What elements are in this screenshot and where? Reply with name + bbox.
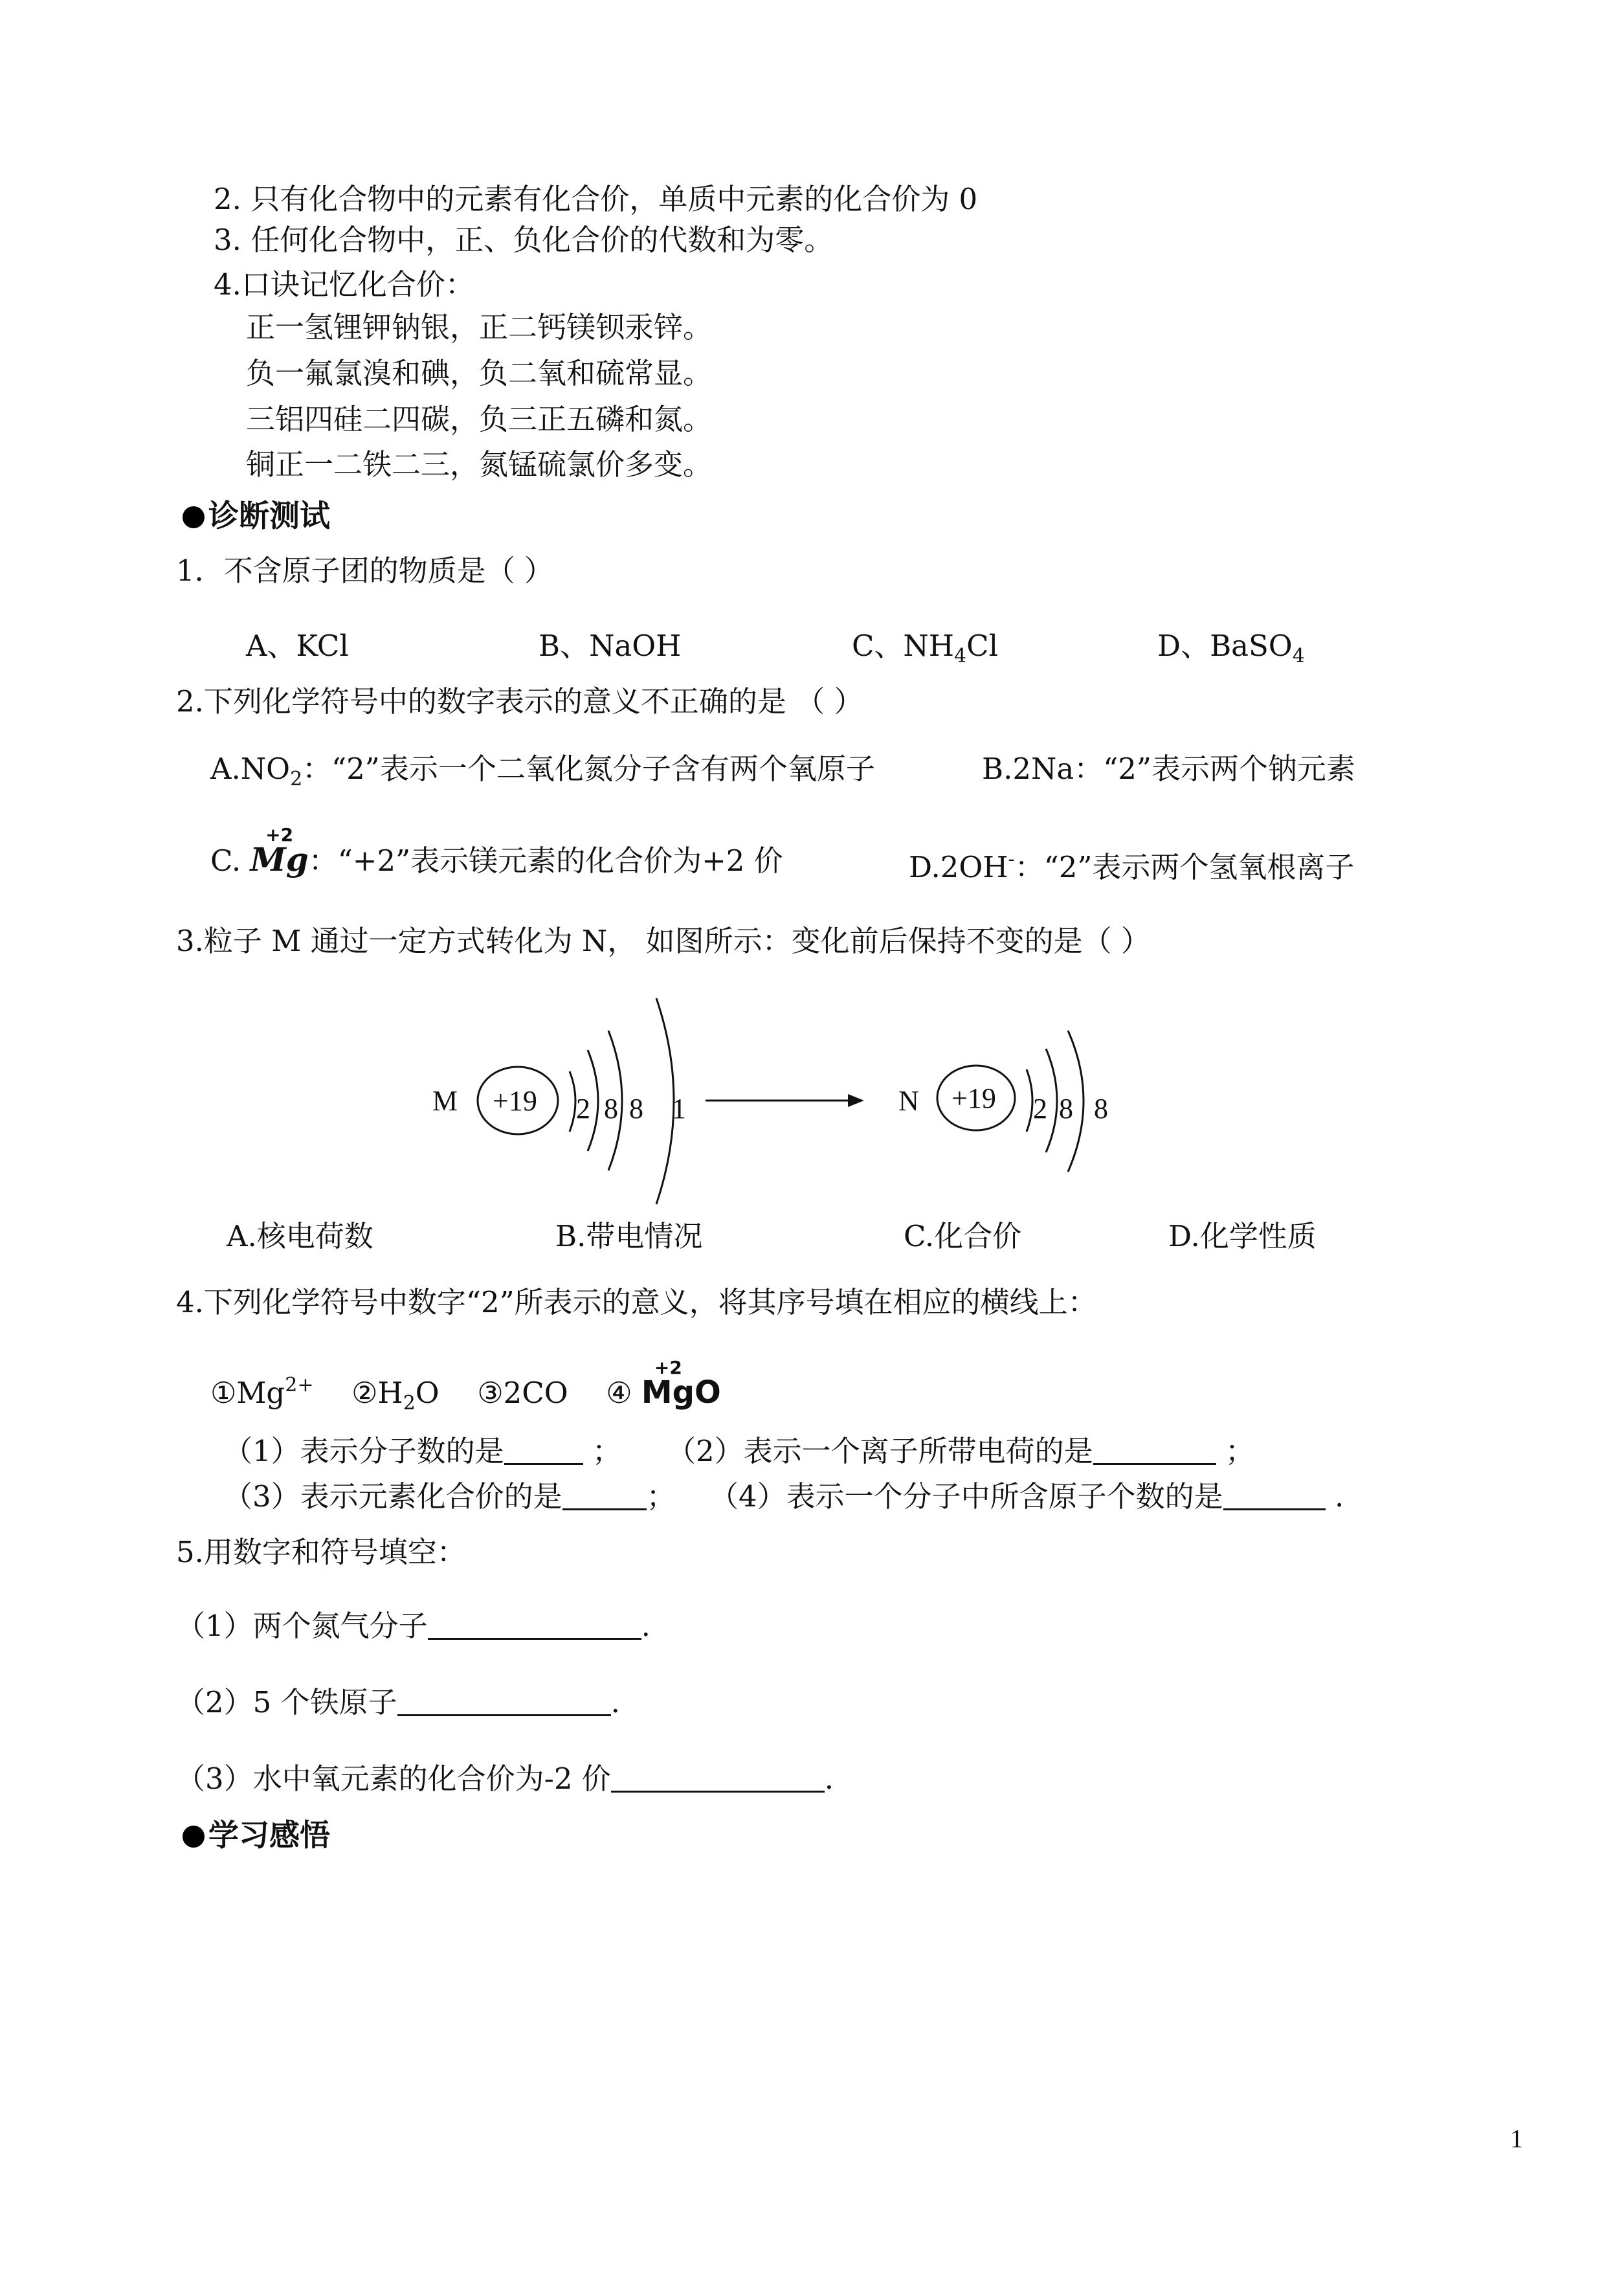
text: ②H [351,1376,403,1410]
q5-fill-3 [176,1760,834,1798]
subscript: 2 [290,768,303,790]
q2-option-a [210,750,875,799]
electron-shell-arc [1046,1049,1057,1152]
shell-electron-count: 8 [1059,1093,1073,1124]
q5-stem: 5.用数字和符号填空： [176,1535,466,1569]
mg-symbol [250,824,309,879]
superscript: - [1008,848,1015,871]
text: ； [646,1479,676,1514]
rule-item-2: 2. 只有化合物中的元素有化合价，单质中元素的化合价为 0 [214,182,978,216]
verse-line: 正一氢锂钾钠银，正二钙镁钡汞锌。 [246,310,713,344]
mgo-symbol [641,1357,721,1412]
answer-blank[interactable] [1223,1480,1326,1510]
q3-option-c: C.化合价 [904,1219,1022,1253]
q2-option-d [909,840,1354,887]
text: ③2CO [477,1376,568,1410]
answer-blank[interactable] [504,1435,583,1465]
q3-option-a: A.核电荷数 [227,1219,373,1253]
q4-prompt-3 [223,1477,676,1516]
verse-line: 铜正一二铁二三，氮锰硫氯价多变。 [246,447,713,482]
shell-electron-count: 8 [1094,1093,1108,1124]
text: D、BaSO [1157,629,1293,663]
shell-electron-count: 2 [576,1093,590,1124]
section-heading-diagnosis [183,497,330,536]
text: Mg [250,840,309,878]
particle-m-nucleus-charge: +19 [493,1085,537,1117]
q1-option-a: A、KCl [246,629,349,663]
q5-fill-1 [176,1607,651,1646]
text: O [415,1376,439,1410]
text: （2）5 个铁原子 [176,1685,397,1719]
text: C. [210,844,250,878]
q1-option-c [852,627,998,676]
oxidation-state: +2 [265,824,294,845]
text: ①Mg [210,1376,285,1410]
text: . [610,1685,620,1719]
superscript: 2+ [285,1374,314,1396]
q4-prompt-1 [223,1432,621,1471]
bullet-icon [183,506,205,528]
shell-electron-count: 8 [604,1093,618,1124]
q4-symbols [210,1357,721,1423]
q5-fill-2 [176,1683,620,1722]
text: . [641,1609,651,1643]
electron-shell-arc [570,1071,575,1132]
atomic-structure-diagram [414,990,1191,1224]
shell-electron-count: 1 [672,1093,686,1124]
q2-stem: 2.下列化学符号中的数字表示的意义不正确的是 （ ） [176,684,863,719]
answer-blank[interactable] [562,1480,647,1510]
section-title: 诊断测试 [208,498,330,534]
q4-stem: 4.下列化学符号中数字“2”所表示的意义，将其序号填在相应的横线上： [176,1285,1097,1319]
q3-option-b: B.带电情况 [555,1219,703,1253]
verse-line: 三铝四硅二四碳，负三正五磷和氮。 [246,402,713,436]
text: ：“+2”表示镁元素的化合价为+2 价 [308,844,783,878]
subscript: 4 [954,645,967,667]
answer-blank[interactable] [1093,1435,1216,1465]
rule-item-4: 4.口诀记忆化合价： [214,267,474,302]
text: ； [583,1434,621,1468]
text: C、NH [852,629,955,663]
oxidation-state: +2 [654,1357,682,1378]
q4-prompt-2 [667,1432,1254,1471]
subscript: 4 [1292,645,1305,667]
text: （1）两个氮气分子 [176,1609,428,1643]
arrow-head-icon [848,1094,864,1107]
text: （4）表示一个分子中所含原子个数的是 [709,1479,1223,1514]
shell-electron-count: 2 [1033,1093,1047,1124]
text: ； [1216,1434,1254,1468]
electron-shell-arc [1027,1069,1032,1132]
answer-blank[interactable] [428,1609,641,1640]
text: . [824,1762,834,1796]
q2-option-c [210,824,783,880]
text: MgO [641,1374,721,1411]
text: （3）水中氧元素的化合价为-2 价 [176,1762,611,1796]
verse-line: 负一氟氯溴和碘，负二氧和硫常显。 [246,356,713,390]
section-heading-learning [183,1817,330,1855]
text: . [1325,1479,1344,1514]
answer-blank[interactable] [397,1686,611,1716]
electron-shell-arc [656,998,674,1204]
section-title: 学习感悟 [208,1818,330,1853]
particle-n-label: N [898,1085,919,1117]
q3-option-d: D.化学性质 [1168,1219,1317,1253]
text: （1）表示分子数的是 [223,1434,504,1468]
text: ：“2”表示两个氢氧根离子 [1014,850,1355,884]
text: ：“2”表示一个二氧化氮分子含有两个氧原子 [302,752,875,786]
text: Cl [966,629,998,663]
text: D.2OH [909,850,1008,884]
q1-stem: 1．不含原子团的物质是（ ） [176,554,553,588]
text: ④ [606,1376,641,1410]
shell-electron-count: 8 [629,1093,643,1124]
q1-option-b: B、NaOH [539,629,682,663]
particle-n-nucleus-charge: +19 [951,1082,996,1114]
q4-prompt-4 [709,1477,1344,1516]
rule-item-3: 3. 任何化合物中，正、负化合价的代数和为零。 [214,223,834,257]
q1-option-d [1157,627,1305,676]
answer-blank[interactable] [611,1762,825,1793]
q2-option-b: B.2Na：“2”表示两个钠元素 [982,752,1355,786]
particle-m-label: M [432,1085,458,1117]
page-number: 1 [1510,2124,1523,2153]
bullet-icon [183,1826,205,1848]
text: （2）表示一个离子所带电荷的是 [667,1434,1093,1468]
subscript: 2 [403,1392,416,1415]
text: （3）表示元素化合价的是 [223,1479,562,1514]
q3-stem: 3.粒子 M 通过一定方式转化为 N， 如图所示：变化前后保持不变的是（ ） [176,924,1150,958]
text: A.NO [210,752,291,786]
